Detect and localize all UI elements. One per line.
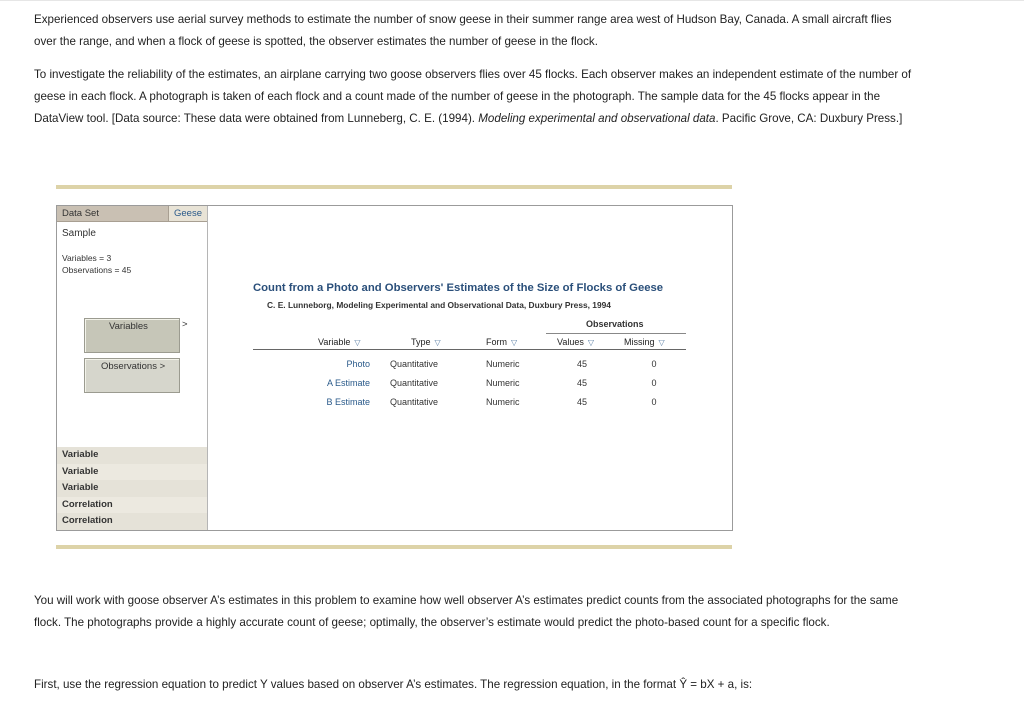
dataview-tool [56,205,733,531]
intro-p2-italic: Modeling experimental and observational data [478,112,716,125]
table-row-variable[interactable]: A Estimate [326,378,370,388]
dataset-label: Data Set [62,208,99,219]
sidebar-item-variable-3[interactable]: Variable [57,480,207,497]
observations-count: Observations = 45 [62,265,132,275]
column-header-type[interactable] [411,337,441,347]
intro-p2-start: To investigate the reliability of the estimates, an airplane carrying two goose observers flies over 45 flocks. Each observer makes an independent estimate of the number of geese in each flock. A photograph is taken of each flock and a count made of the number of geese in the photograph. The sample data for the 45 flocks appear in the DataView tool. [Data source: These data were obtained from Lunneberg, C. E. (1994). [34,68,912,125]
table-row-missing: 0 [651,359,657,369]
column-header-values-label: Values [557,337,584,347]
table-row-missing: 0 [651,397,657,407]
sample-label: Sample [62,228,96,239]
sort-triangle-icon[interactable]: ▽ [434,338,441,347]
dataset-tab-geese[interactable]: Geese [168,206,207,221]
sidebar-item-variable-2[interactable]: Variable [57,464,207,481]
table-row-values: 45 [576,397,587,407]
observations-group-line [546,333,686,334]
table-row-variable[interactable]: Photo [346,359,370,369]
table-row-form: Numeric [486,397,520,407]
intro-paragraph-2 [34,64,914,130]
table-row-type: Quantitative [390,359,439,369]
dataset-subtitle: C. E. Lunneborg, Modeling Experimental and Observational Data, Duxbury Press, 1994 [267,300,611,310]
variables-button[interactable] [84,318,180,353]
variables-button-label: Variables [109,321,148,332]
observations-button[interactable] [84,358,180,393]
sort-triangle-icon[interactable]: ▽ [658,338,665,347]
table-row-values: 45 [576,359,587,369]
sidebar-item-correlation-2[interactable]: Correlation [57,513,207,530]
sidebar-item-variable-1[interactable]: Variable [57,447,207,464]
observations-group-header: Observations [586,319,644,329]
sort-triangle-icon[interactable]: ▽ [587,338,595,347]
table-row-form: Numeric [486,359,520,369]
dataview-top-rule [56,185,732,189]
observations-button-label: Observations > [101,361,166,372]
column-header-type-label: Type [411,337,431,347]
dataset-stats [62,252,131,276]
header-divider [253,349,686,350]
question-prompt: First, use the regression equation to predict Y values based on observer A’s estimates. The regression equation, in the format Ŷ = bX + a, is: [34,678,753,691]
sort-triangle-icon[interactable]: ▽ [354,338,361,347]
intro-paragraph-1: Experienced observers use aerial survey methods to estimate the number of snow geese in their summer range area west of Hudson Bay, Canada. A small aircraft flies over the range, and when a flock of geese is spotted, the observer estimates the number of geese in the flock. [34,13,892,48]
variables-count: Variables = 3 [62,253,112,263]
table-row-values: 45 [576,378,587,388]
column-header-variable[interactable] [318,337,361,347]
dataset-title: Count from a Photo and Observers' Estimates of the Size of Flocks of Geese [253,282,664,294]
top-divider [0,0,1024,1]
table-row-type: Quantitative [390,397,439,407]
variables-arrow-icon: > [182,319,188,330]
column-header-missing-label: Missing [624,337,655,347]
dataview-bottom-rule [56,545,732,549]
column-header-form[interactable] [486,337,517,347]
sort-triangle-icon[interactable]: ▽ [511,338,518,347]
task-paragraph: You will work with goose observer A’s estimates in this problem to examine how well observer A’s estimates predict counts from the associated photographs for the same flock. The photographs provide a highly accurate count of geese; optimally, the observer’s estimate would predict the photo-based count for a specific flock. [34,594,899,629]
column-header-missing[interactable] [624,337,665,347]
table-row-form: Numeric [486,378,520,388]
table-row-variable[interactable]: B Estimate [326,397,370,407]
table-row-missing: 0 [651,378,657,388]
column-header-form-label: Form [486,337,507,347]
table-row-type: Quantitative [390,378,439,388]
sidebar-list [57,447,207,530]
column-header-values[interactable] [557,337,594,347]
dataset-header [57,206,207,222]
sidebar-item-correlation-1[interactable]: Correlation [57,497,207,514]
intro-p2-end: . Pacific Grove, CA: Duxbury Press.] [715,112,903,125]
dataview-main [208,206,732,530]
column-header-variable-label: Variable [318,337,351,347]
dataview-sidebar [57,206,208,530]
